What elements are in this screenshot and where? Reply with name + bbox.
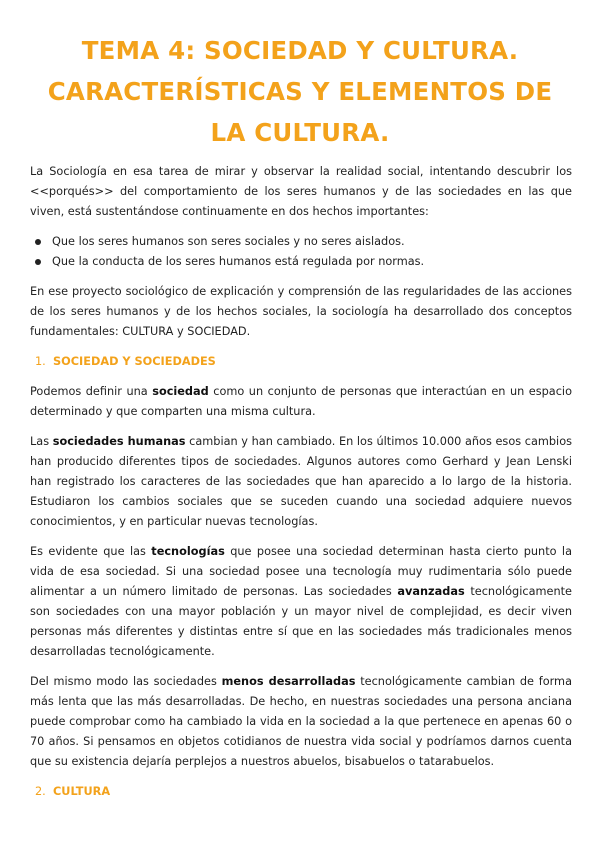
section-label: CULTURA: [53, 785, 111, 798]
bold-term: sociedad: [152, 385, 209, 398]
bold-term: tecnologías: [151, 545, 225, 558]
document-body: [30, 162, 572, 802]
section-number: 1.: [35, 355, 46, 368]
bullet-list: [30, 232, 572, 272]
list-item: Que los seres humanos son seres sociales y no seres aislados.: [30, 232, 572, 252]
section-heading-cultura: [30, 782, 572, 802]
page-title: TEMA 4: SOCIEDAD Y CULTURA. CARACTERÍSTICAS Y ELEMENTOS DE LA CULTURA.: [47, 36, 553, 147]
bold-term: avanzadas: [397, 585, 465, 598]
paragraph-sociedades-humanas: Las sociedades humanas cambian y han cambiado. En los últimos 10.000 años esos cambios han producido diferentes tipos de sociedades. Algunos autores como Gerhard y Jean Lenski han registrado los caracteres de las sociedades que han aparecido a lo largo de la historia. Estudiaron los cambios sociales que se suceden cuando una sociedad adquiere nuevos conocimientos, y en particular nuevas tecnologías.: [30, 435, 572, 528]
paragraph-concepts: En ese proyecto sociológico de explicación y comprensión de las regularidades de las acciones de los seres humanos y de los hechos sociales, la sociología ha desarrollado dos conceptos fundamentales: CULTURA y SOCIEDAD.: [30, 285, 572, 338]
list-item: Que la conducta de los seres humanos está regulada por normas.: [30, 252, 572, 272]
section-number: 2.: [35, 785, 46, 798]
paragraph-sociedad-definition: Podemos definir una sociedad como un conjunto de personas que interactúan en un espacio determinado y que comparten una misma cultura.: [30, 385, 572, 418]
section-label: SOCIEDAD Y SOCIEDADES: [53, 355, 216, 368]
section-heading-sociedad: [30, 352, 572, 372]
bold-term: sociedades humanas: [52, 435, 186, 448]
paragraph-tecnologias: Es evidente que las tecnologías que posee una sociedad determinan hasta cierto punto la vida de esa sociedad. Si una sociedad posee una tecnología muy rudimentaria sólo puede alimentar a un número limitado de personas. Las sociedades avanzadas tecnológicamente son sociedades con una mayor población y un mayor nivel de complejidad, es decir viven personas más diferentes y distintas entre sí que en las sociedades más tradicionales menos desarrolladas tecnológicamente.: [30, 545, 572, 658]
intro-paragraph: La Sociología en esa tarea de mirar y observar la realidad social, intentando descubrir los <<porqués>> del comportamiento de los seres humanos y de las sociedades en las que viven, está sustentándose continuamente en dos hechos importantes:: [30, 165, 572, 218]
paragraph-menos-desarrolladas: Del mismo modo las sociedades menos desarrolladas tecnológicamente cambian de forma más lenta que las más desarrolladas. De hecho, en nuestras sociedades una persona anciana puede comprobar como ha cambiado la vida en la sociedad a la que pertenece en apenas 60 o 70 años. Si pensamos en objetos cotidianos de nuestra vida social y podríamos darnos cuenta que su existencia dejaría perplejos a nuestros abuelos, bisabuelos o tatarabuelos.: [30, 675, 572, 768]
bold-term: menos desarrolladas: [221, 675, 356, 688]
